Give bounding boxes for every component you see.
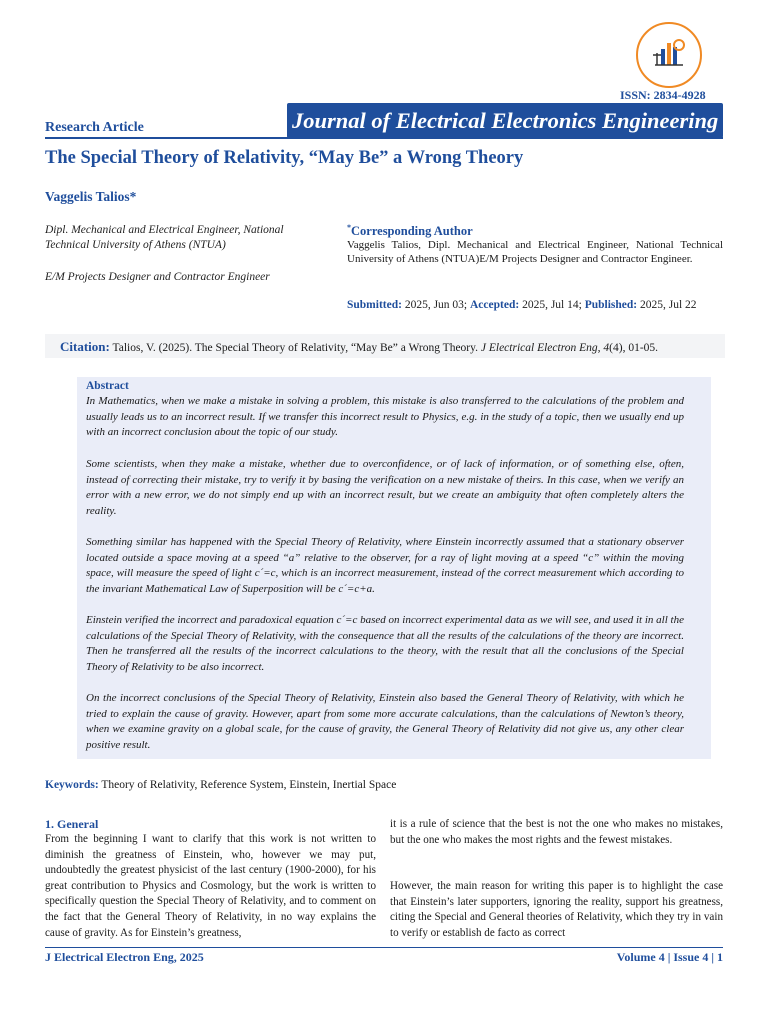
journal-logo-icon bbox=[647, 33, 691, 77]
journal-logo bbox=[636, 22, 702, 88]
body-text-right-1: it is a rule of science that the best is not the one who makes no mistakes, but the one who makes the most rights and the fewest mistakes. bbox=[390, 818, 723, 846]
keywords: Keywords: Theory of Relativity, Reference System, Einstein, Inertial Space bbox=[45, 779, 397, 791]
footer-rule bbox=[45, 947, 723, 948]
abstract-paragraph-4: Einstein verified the incorrect and paradoxical equation c´=c based on incorrect experimental data as we will see, and used it in all the calculations of the Special Theory of Relativity, with the consequence that all the results of the calculations of the theory are incorrect. Then he transferred all the results of the incorrect calculations to the theory, with the result that all the conclusions of the Special Theory of Relativity to be also incorrect. bbox=[86, 614, 684, 673]
corresponding-author-heading: *Corresponding Author bbox=[347, 223, 473, 239]
body-text-right-2: However, the main reason for writing this paper is to highlight the case that Einstein’s later supporters, ignoring the reality, support his greatness, citing the Special and General theories of Relativity, which they try in vain to verify or establish de facto as correct bbox=[390, 880, 723, 939]
publication-dates: Submitted: 2025, Jun 03; Accepted: 2025, Jul 14; Published: 2025, Jul 22 bbox=[347, 299, 697, 311]
abstract-heading: Abstract bbox=[86, 380, 129, 392]
section-heading: 1. General bbox=[45, 817, 99, 831]
abstract-paragraph-2: Some scientists, when they make a mistake, whether due to overconfidence, or of lack of information, or of something else, often, instead of correcting their mistake, try to verify it by basing the verification on a new mistake of theirs. In this case, when we verify an error with a new error, we do not simply end up with an incorrect result, but we create an ambiguity that often completely alters the reality. bbox=[86, 458, 684, 517]
article-title: The Special Theory of Relativity, “May Be” a Wrong Theory bbox=[45, 148, 524, 168]
affiliation-2: E/M Projects Designer and Contractor Engineer bbox=[45, 271, 270, 283]
issn: ISSN: 2834-4928 bbox=[620, 88, 706, 102]
article-type: Research Article bbox=[45, 120, 144, 135]
footer-journal: J Electrical Electron Eng, 2025 bbox=[45, 950, 204, 964]
body-text-left: From the beginning I want to clarify that this work is not written to diminish the greatness of Einstein, who, however we may put, undoubtedly the greatest physicist of the last century (1900-2000), for his great contribution to Physics and Cosmology, but the work is written to specifically question the Special Theory of Relativity, and to comment on the fact that the General Theory of Relativity, in no way explains the cause of gravity. As for Einstein’s greatness, bbox=[45, 833, 376, 939]
abstract-paragraph-1: In Mathematics, when we make a mistake in solving a problem, this mistake is also transferred to the calculations of the problem and usually leads us to an incorrect result. If we transfer this incorrect result to Physics, e.g. in the study of a topic, then we usually end up with an incorrect conclusion about the topic of our study. bbox=[86, 395, 684, 439]
journal-title: Journal of Electrical Electronics Engineering bbox=[287, 103, 723, 138]
abstract-paragraph-5: On the incorrect conclusions of the Special Theory of Relativity, Einstein also based the General Theory of Relativity, with which he tried to explain the cause of gravity. However, apart from some more accurate calculations, than the calculations of Newton’s theory, when we examine gravity on a global scale, for the cause of gravity, the General Theory of Relativity did not give us, any other clear positive result. bbox=[86, 692, 684, 751]
abstract-paragraph-3: Something similar has happened with the Special Theory of Relativity, where Einstein incorrectly assumed that a stationary observer located outside a space moving at a speed “a” relative to the observer, for a ray of light moving at a speed “c” within the moving space, will measure the speed of light c´=c, which is an incorrect measurement, instead of the correct measurement which according to the invariant Mathematical Law of Superposition will be c´=c+a. bbox=[86, 536, 684, 595]
author-name: Vaggelis Talios* bbox=[45, 189, 137, 204]
header-rule bbox=[45, 137, 723, 139]
affiliation-1: Dipl. Mechanical and Electrical Engineer, National Technical University of Athens (NTUA) bbox=[45, 224, 284, 251]
footer-volume: Volume 4 | Issue 4 | 1 bbox=[616, 950, 723, 964]
citation: Citation: Talios, V. (2025). The Special Theory of Relativity, “May Be” a Wrong Theory. J Electrical Electron Eng, 4(4), 01-05. bbox=[60, 339, 659, 354]
corresponding-author-text: Vaggelis Talios, Dipl. Mechanical and Electrical Engineer, National Technical University of Athens (NTUA)E/M Projects Designer and Contractor Engineer. bbox=[347, 239, 723, 265]
